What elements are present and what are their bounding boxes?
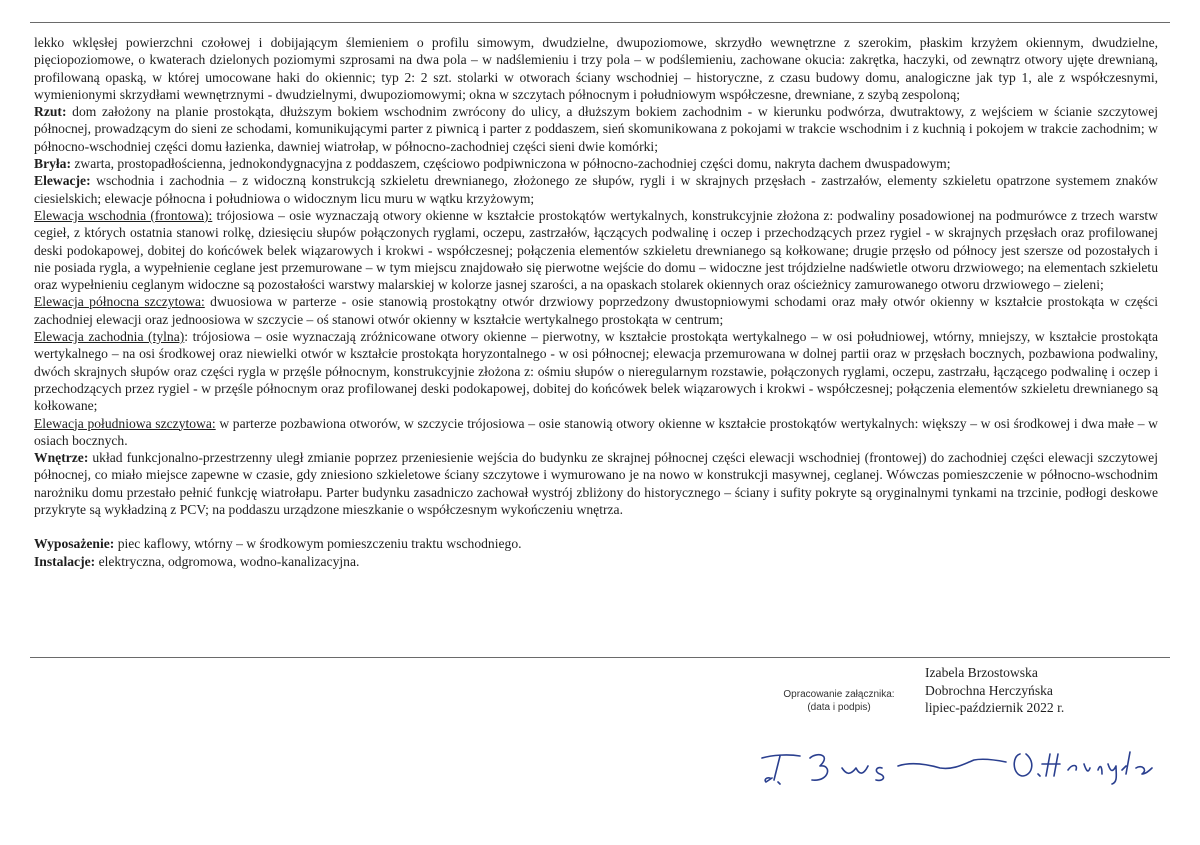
- paragraph-rzut: [34, 103, 1158, 155]
- paragraph-elewacje: [34, 172, 1158, 207]
- author-name-2: Dobrochna Herczyńska: [925, 682, 1053, 698]
- elewacja-wschodnia-text: trójosiowa – osie wyznaczają otwory okienne w kształcie prostokątów wertykalnych, konstrukcyjnie złożona z: podwaliny posadowionej na podmurówce z trzech warstw cegieł, z których ostatnia stanowi rolkę, dziesięciu słupów połączonych ryglami, oczepu, zastrzałów, łączących podwalinę i oczep i przechodzących przez rygiel - w skrajnych przęsłach oraz profilowanej deski podokapowej, dobitej do końcówek belek wiązarowych i krokwi - współczesnej; połączenia elementów szkieletu drewnianego są kołkowane; drugie przęsło od północy jest szersze od pozostałych i nie posiada rygla, a wypełnienie ceglane jest przemurowane – w tym miejscu znajdowało się pierwotne wejście do domu – widoczne jest trójdzielne nadświetle otworu drzwiowego; na elementach szkieletu oraz wypełnieniu ceglanym widoczne są pozostałości warstwy malarskiej w kolorze jasnej szarości, a na opaskach stolarek okiennych oraz ościeżnicy zamurowanego otworu drzwiowego – zieleni;: [34, 207, 1158, 293]
- wnetrze-text: układ funkcjonalno-przestrzenny uległ zmianie poprzez przeniesienie wejścia do budynku ze skrajnej północnej części elewacji wschodniej (frontowej) do zachodniej części elewacji szczytowej północnej, co miało miejsce zapewne w czasie, gdy zniesiono szkieletowe ściany szczytowe i wymurowano je na nowo w konstrukcji masywnej, ceglanej. Wówczas pomieszczenie w północno-wschodnim narożniku domu przestało pełnić funkcję wiatrołapu. Parter budynku zasadniczo zachował wystrój zbliżony do historycznego – ściany i sufity pokryte są oryginalnymi tynkami na trzcinie, podłogi deskowe przykryte są wykładziną z PCV; na poddaszu urządzone mieszkanie o współczesnym wykończeniu wnętrza.: [34, 450, 1158, 518]
- author-name-1: Izabela Brzostowska: [925, 665, 1038, 680]
- paragraph-bryla: [34, 155, 1158, 172]
- paragraph-elewacja-polnocna: [34, 293, 1158, 328]
- top-rule: [30, 22, 1170, 23]
- elewacja-zachodnia-label: Elewacja zachodnia (tylna): [34, 329, 185, 345]
- wnetrze-label: Wnętrze:: [34, 450, 89, 466]
- paragraph-intro: lekko wklęsłej powierzchni czołowej i dobijającym ślemieniem o profilu simowym, dwudzielne, dwupoziomowe, skrzydło wewnętrzne z szerokim, płaskim krzyżem okiennym, dwudzielne, pięciopoziomowe, o kwaterach dzielonych poziomymi szprosami na dwa pola – w nadślemieniu i trzy pola – w podślemieniu, zachowane okucia: zakrętka, haczyki, od zewnątrz otwory ujęte drewnianą, profilowaną opaską, w której umocowane haki do okiennic; typ 2: 2 szt. stolarki w otworach ściany wschodniej – historyczne, z czasu budowy domu, analogiczne jak typ 1, ale z współczesnymi, wymienionymi skrzydłami wewnętrznymi - dwudzielnymi, dwupoziomowymi; okna w szczytach północnym i południowym współczesne, drewniane, z szybą zespoloną;: [34, 35, 1158, 102]
- footer-label-line1: Opracowanie załącznika:: [783, 689, 895, 700]
- bryla-label: Bryła:: [34, 156, 71, 172]
- signatures-image: [750, 740, 1160, 800]
- footer-label-line2: (data i podpis): [807, 702, 871, 713]
- instalacje-text: elektryczna, odgromowa, wodno-kanalizacyjna.: [95, 553, 360, 569]
- rzut-label: Rzut:: [34, 104, 67, 120]
- elewacje-text: wschodnia i zachodnia – z widoczną konstrukcją szkieletu drewnianego, złożonego ze słupów, rygli i w skrajnych przęsłach - zastrzałów, elementy szkieletu opatrzone systemem znaków ciesielskich; elewacje północna i południowa o widocznym licu muru w wątku krzyżowym;: [34, 173, 1158, 206]
- signature-1: [762, 755, 1006, 784]
- footer-authors: [925, 664, 1064, 717]
- elewacja-polnocna-text: dwuosiowa w parterze - osie stanowią prostokątny otwór drzwiowy poprzedzony dwustopniowymi schodami oraz mały otwór okienny w kształcie prostokąta w części zachodniej elewacji oraz jednoosiowa w szczycie – oś stanowi otwór okienny w kształcie wertykalnego prostokąta w centrum;: [34, 294, 1158, 327]
- rzut-text: dom założony na planie prostokąta, dłuższym bokiem wschodnim zwrócony do ulicy, a dłuższym bokiem zachodnim - w kierunku podwórza, dwutraktowy, z wejściem w ścianie szczytowej północnej, prowadzącym do sieni ze schodami, komunikującymi parter z piwnicą i parter z poddaszem, sień skomunikowana z pokojami w trakcie wschodnim i z kuchnią i pokojem w trakcie zachodnim; w północno-wschodniej części domu łazienka, dawniej wiatrołap, w północno-zachodniej części sieni dwie komórki;: [34, 104, 1158, 154]
- paragraph-wnetrze: [34, 449, 1158, 518]
- elewacja-zachodnia-text: : trójosiowa – osie wyznaczają zróżnicowane otwory okienne – pierwotny, w kształcie prostokąta wertykalnego – w osi południowej, wtórny, mniejszy, w kształcie prostokąta wertykalnego – na osi środkowej oraz niewielki otwór w kształcie prostokąta horyzontalnego - w osi północnej; elewacja przemurowana w dolnej partii oraz w przęsłach bocznych, pozbawiona podwaliny, dwóch skrajnych słupów oraz części rygla w przęśle północnym, konstrukcyjnie złożona z: ośmiu słupów o nieregularnym rozstawie, połączonych ryglami, oczepu, zastrzału, łączącego podwalinę i oczep i przechodzących przez rygiel - w przęśle północnym oraz profilowanej deski podokapowej, dobitej do końcówek belek wiązarowych i krokwi - współczesnej; połączenia elementów szkieletu drewnianego są kołkowane;: [34, 329, 1158, 414]
- paragraph-elewacja-zachodnia: [34, 328, 1158, 414]
- elewacja-wschodnia-label: Elewacja wschodnia (frontowa):: [34, 207, 213, 223]
- wyposazenie-text: piec kaflowy, wtórny – w środkowym pomieszczeniu traktu wschodniego.: [114, 536, 522, 552]
- paragraph-elewacja-poludniowa: [34, 415, 1158, 450]
- bryla-text: zwarta, prostopadłościenna, jednokondygnacyjna z poddaszem, częściowo podpiwniczona w północno-zachodniej części domu, nakryta dachem dwuspadowym;: [71, 156, 951, 172]
- paragraph-wyposazenie: [34, 535, 1158, 552]
- wyposazenie-label: Wyposażenie:: [34, 536, 115, 552]
- elewacja-polnocna-label: Elewacja północna szczytowa:: [34, 294, 205, 310]
- footer-label: [770, 688, 908, 714]
- bottom-rule: [30, 657, 1170, 658]
- elewacja-poludniowa-label: Elewacja południowa szczytowa:: [34, 415, 216, 431]
- signature-2: [1014, 752, 1152, 784]
- paragraph-elewacja-wschodnia: [34, 207, 1158, 293]
- instalacje-label: Instalacje:: [34, 553, 96, 569]
- document-body: [34, 34, 1158, 570]
- elewacje-label: Elewacje:: [34, 173, 91, 189]
- paragraph-instalacje: [34, 553, 1158, 570]
- footer-date: lipiec-październik 2022 r.: [925, 700, 1065, 715]
- elewacja-poludniowa-text: w parterze pozbawiona otworów, w szczycie trójosiowa – osie stanowią otwory okienne w kształcie prostokątów wertykalnych: większy – w osi środkowej i dwa małe – w osiach bocznych.: [34, 415, 1158, 448]
